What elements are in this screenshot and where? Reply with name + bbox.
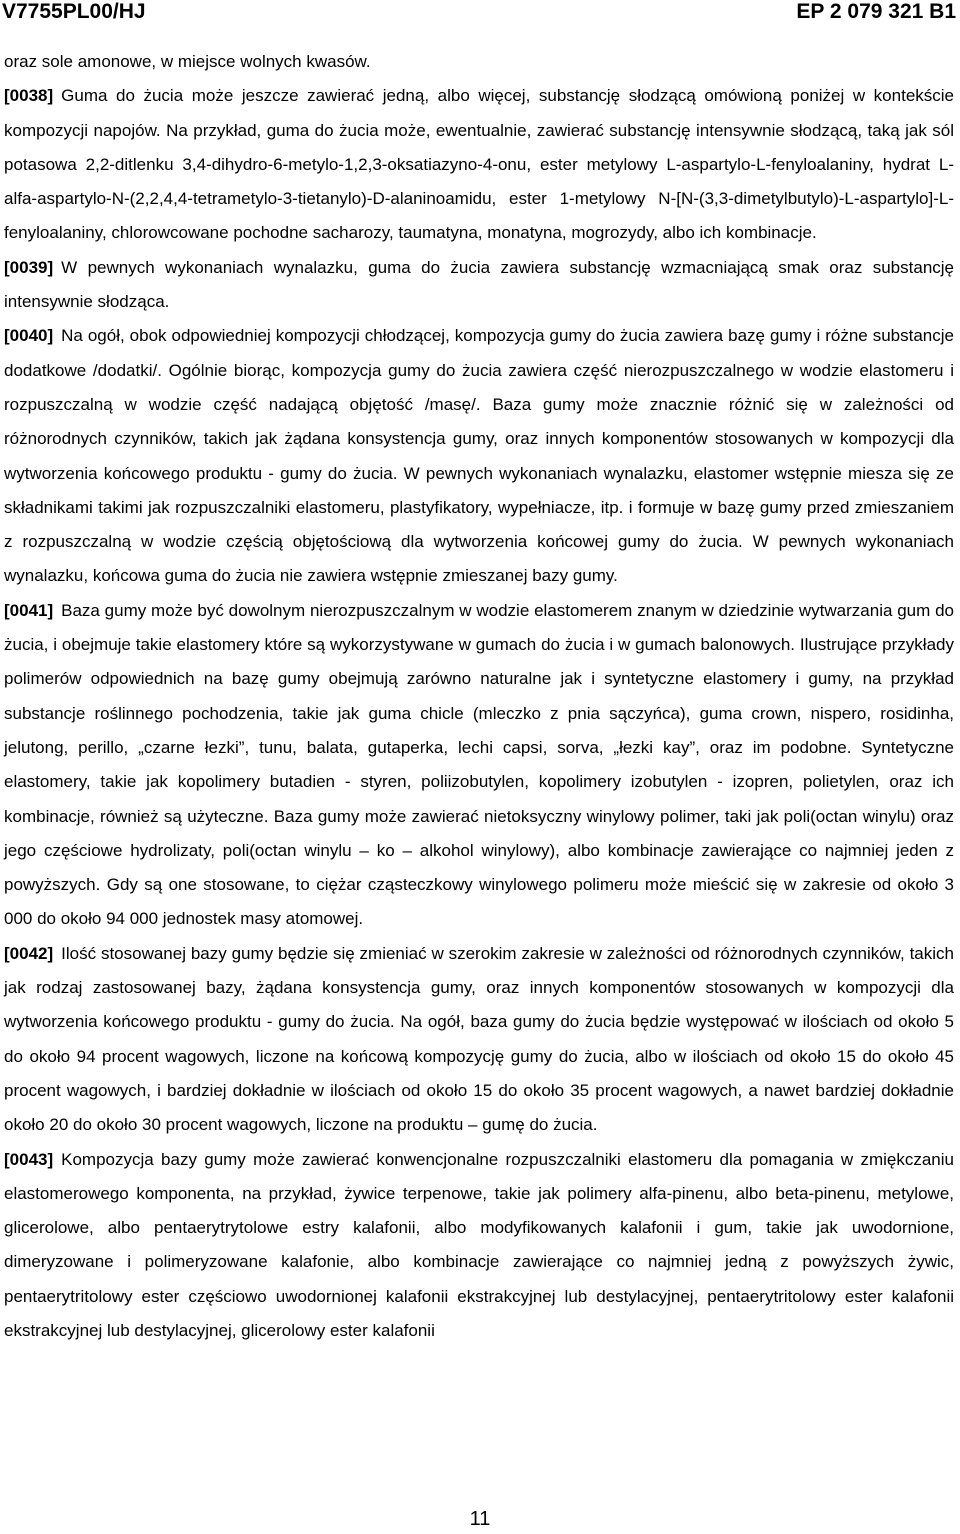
paragraph-number: [0042] (4, 943, 54, 963)
paragraph-number: [0039] (4, 257, 54, 277)
paragraph-0038 (4, 79, 954, 250)
paragraph-text: W pewnych wykonaniach wynalazku, guma do żucia zawiera substancję wzmacniającą smak oraz substancję intensywnie słodząca. (4, 257, 954, 312)
paragraph-0042 (4, 937, 954, 1143)
paragraph-number: [0043] (4, 1149, 54, 1169)
paragraph-text: Kompozycja bazy gumy może zawierać konwencjonalne rozpuszczalniki elastomeru dla pomagania w zmiękczaniu elastomerowego komponenta, na przykład, żywice terpenowe, takie jak polimery alfa-pinenu, albo beta-pinenu, metylowe, glicerolowe, albo pentaerytrytolowe estry kalafonii, albo modyfikowanych kalafonii i gum, takie jak uwodornione, dimeryzowane i polimeryzowane kalafonie, albo kombinacje zawierające co najmniej jedną z powyższych żywic, pentaerytritolowy ester częściowo uwodornionej kalafonii ekstrakcyjnej lub destylacyjnej, pentaerytritolowy ester kalafonii ekstrakcyjnej lub destylacyjnej, glicerolowy ester kalafonii (4, 1149, 954, 1340)
paragraph-text: Guma do żucia może jeszcze zawierać jedną, albo więcej, substancję słodzącą omówioną poniżej w kontekście kompozycji napojów. Na przykład, guma do żucia może, ewentualnie, zawierać substancję intensywnie słodzącą, taką jak sól potasowa 2,2-ditlenku 3,4-dihydro-6-metylo-1,2,3-oksatiazyno-4-onu, ester metylowy L-aspartylo-L-fenyloalaniny, hydrat L-alfa-aspartylo-N-(2,2,4,4-tetrametylo-3-tietanylo)-D-alaninoamidu, ester 1-metylowy N-[N-(3,3-dimetylbutylo)-L-aspartylo]-L-fenyloalaniny, chlorowcowane pochodne sacharozy, taumatyna, monatyna, mogrozydy, albo ich kombinacje. (4, 86, 954, 243)
paragraph-0040 (4, 319, 954, 593)
paragraph-0043 (4, 1143, 954, 1349)
paragraph-text: Baza gumy może być dowolnym nierozpuszczalnym w wodzie elastomerem znanym w dziedzinie wytwarzania gum do żucia, i obejmuje takie elastomery które są wykorzystywane w gumach do żucia i w gumach balonowych. Ilustrujące przykłady polimerów odpowiednich na bazę gumy obejmują zarówno naturalne jak i syntetyczne elastomery i gumy, na przykład substancje roślinnego pochodzenia, takie jak guma chicle (mleczko z pnia sączyńca), guma crown, nispero, rosidinha, jelutong, perillo, „czarne łezki”, tunu, balata, gutaperka, lechi capsi, sorva, „łezki kay”, oraz im podobne. Syntetyczne elastomery, takie jak kopolimery butadien - styren, poliizobutylen, kopolimery izobutylen - izopren, polietylen, oraz ich kombinacje, również są użyteczne. Baza gumy może zawierać nietoksyczny winylowy polimer, taki jak poli(octan winylu) oraz jego częściowe hydrolizaty, poli(octan winylu – ko – alkohol winylowy), albo kombinacje zawierające co najmniej jeden z powyższych. Gdy są one stosowane, to ciężar cząsteczkowy winylowego polimeru może mieścić się w zakresie od około 3 000 do około 94 000 jednostek masy atomowej. (4, 600, 954, 929)
patent-number: EP 2 079 321 B1 (796, 0, 956, 23)
paragraph-text: Ilość stosowanej bazy gumy będzie się zmieniać w szerokim zakresie w zależności od różnorodnych czynników, takich jak rodzaj zastosowanej bazy, żądana konsystencja gumy, oraz innych komponentów stosowanych w kompozycji dla wytworzenia końcowego produktu - gumy do żucia. Na ogół, baza gumy do żucia będzie występować w ilościach od około 5 do około 94 procent wagowych, liczone na końcową kompozycję gumy do żucia, albo w ilościach od około 15 do około 45 procent wagowych, i bardziej dokładnie w ilościach od około 15 do około 35 procent wagowych, a nawet bardziej dokładnie około 20 do około 30 procent wagowych, liczone na produktu – gumę do żucia. (4, 943, 954, 1135)
paragraph-number: [0038] (4, 86, 54, 106)
paragraph-text: Na ogół, obok odpowiedniej kompozycji chłodzącej, kompozycja gumy do żucia zawiera bazę gumy i różne substancje dodatkowe /dodatki/. Ogólnie biorąc, kompozycja gumy do żucia zawiera część nierozpuszczalnego w wodzie elastomeru i rozpuszczalną w wodzie część nadającą objętość /masę/. Baza gumy może znacznie różnić się w zależności od różnorodnych czynników, takich jak żądana konsystencja gumy, oraz innych komponentów stosowanych w kompozycji dla wytworzenia końcowego produktu - gumy do żucia. W pewnych wykonaniach wynalazku, elastomer wstępnie miesza się ze składnikami takimi jak rozpuszczalniki elastomeru, plastyfikatory, wypełniacze, itp. i formuje w bazę gumy przed zmieszaniem z rozpuszczalną w wodzie częścią objętościową dla wytworzenia końcowej gumy do żucia. W pewnych wykonaniach wynalazku, końcowa guma do żucia nie zawiera wstępnie zmieszanej bazy gumy. (4, 326, 954, 586)
paragraph-continuation (4, 45, 954, 79)
page-number: 11 (469, 1508, 491, 1530)
paragraph-text: oraz sole amonowe, w miejsce wolnych kwasów. (4, 52, 371, 71)
paragraph-number: [0040] (4, 326, 54, 346)
paragraph-number: [0041] (4, 600, 54, 620)
paragraph-0041 (4, 594, 954, 937)
document-id: V7755PL00/HJ (2, 0, 146, 23)
page-header (0, 0, 960, 24)
paragraph-0039 (4, 251, 954, 320)
document-body (4, 45, 954, 1348)
